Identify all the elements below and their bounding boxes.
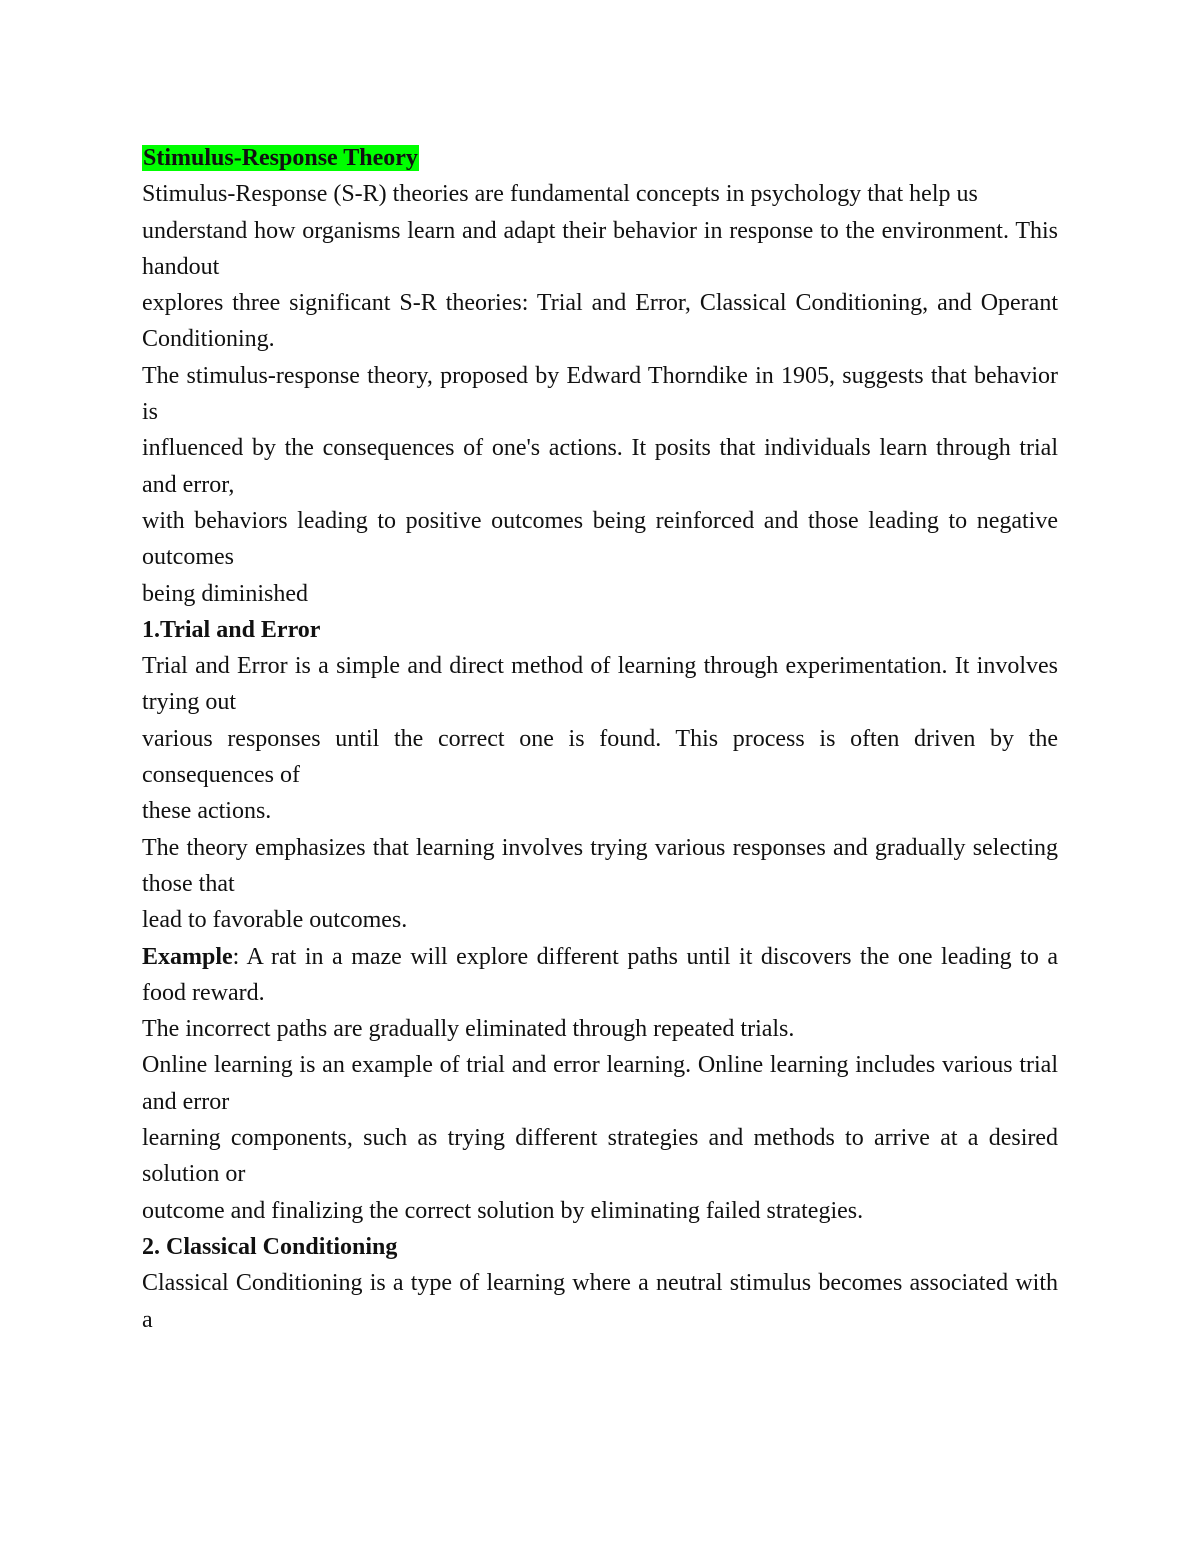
section2-line: Classical Conditioning is a type of learning where a neutral stimulus becomes associated with a [142,1270,1058,1333]
intro-line: being diminished [142,580,308,607]
example-label: Example [142,943,233,970]
section1-line: outcome and finalizing the correct solution by eliminating failed strategies. [142,1197,864,1224]
intro-line: Stimulus-Response (S-R) theories are fundamental concepts in psychology that help us [142,181,978,208]
intro-line: with behaviors leading to positive outcomes being reinforced and those leading to negative outcomes [142,507,1058,571]
section1-line: Online learning is an example of trial and error learning. Online learning includes various trial and error [142,1052,1058,1115]
intro-line: explores three significant S-R theories: Trial and Error, Classical Conditioning, and Operant Conditioning. [142,290,1058,353]
section-heading-trial-and-error: 1.Trial and Error [142,616,321,643]
intro-line: understand how organisms learn and adapt their behavior in response to the environment. This handout [142,217,1058,280]
example-line [142,939,1058,1012]
section1-line: lead to favorable outcomes. [142,907,408,934]
intro-line: The stimulus-response theory, proposed by Edward Thorndike in 1905, suggests that behavior is [142,362,1058,426]
document-page [142,140,1058,1338]
section1-line: these actions. [142,798,272,825]
section1-line: various responses until the correct one is found. This process is often driven by the consequences of [142,725,1058,789]
document-title: Stimulus-Response Theory [143,145,418,171]
section1-line: The incorrect paths are gradually eliminated through repeated trials. [142,1016,795,1043]
example-text: : A rat in a maze will explore different paths until it discovers the one leading to a food reward. [142,943,1058,1006]
section1-line: The theory emphasizes that learning involves trying various responses and gradually selecting those that [142,834,1058,897]
section-heading-classical-conditioning: 2. Classical Conditioning [142,1233,398,1260]
section1-line: Trial and Error is a simple and direct method of learning through experimentation. It involves trying out [142,653,1058,716]
intro-line: influenced by the consequences of one's actions. It posits that individuals learn through trial and error, [142,435,1058,498]
title-line [142,140,1058,176]
section1-line: learning components, such as trying different strategies and methods to arrive at a desired solution or [142,1125,1058,1188]
